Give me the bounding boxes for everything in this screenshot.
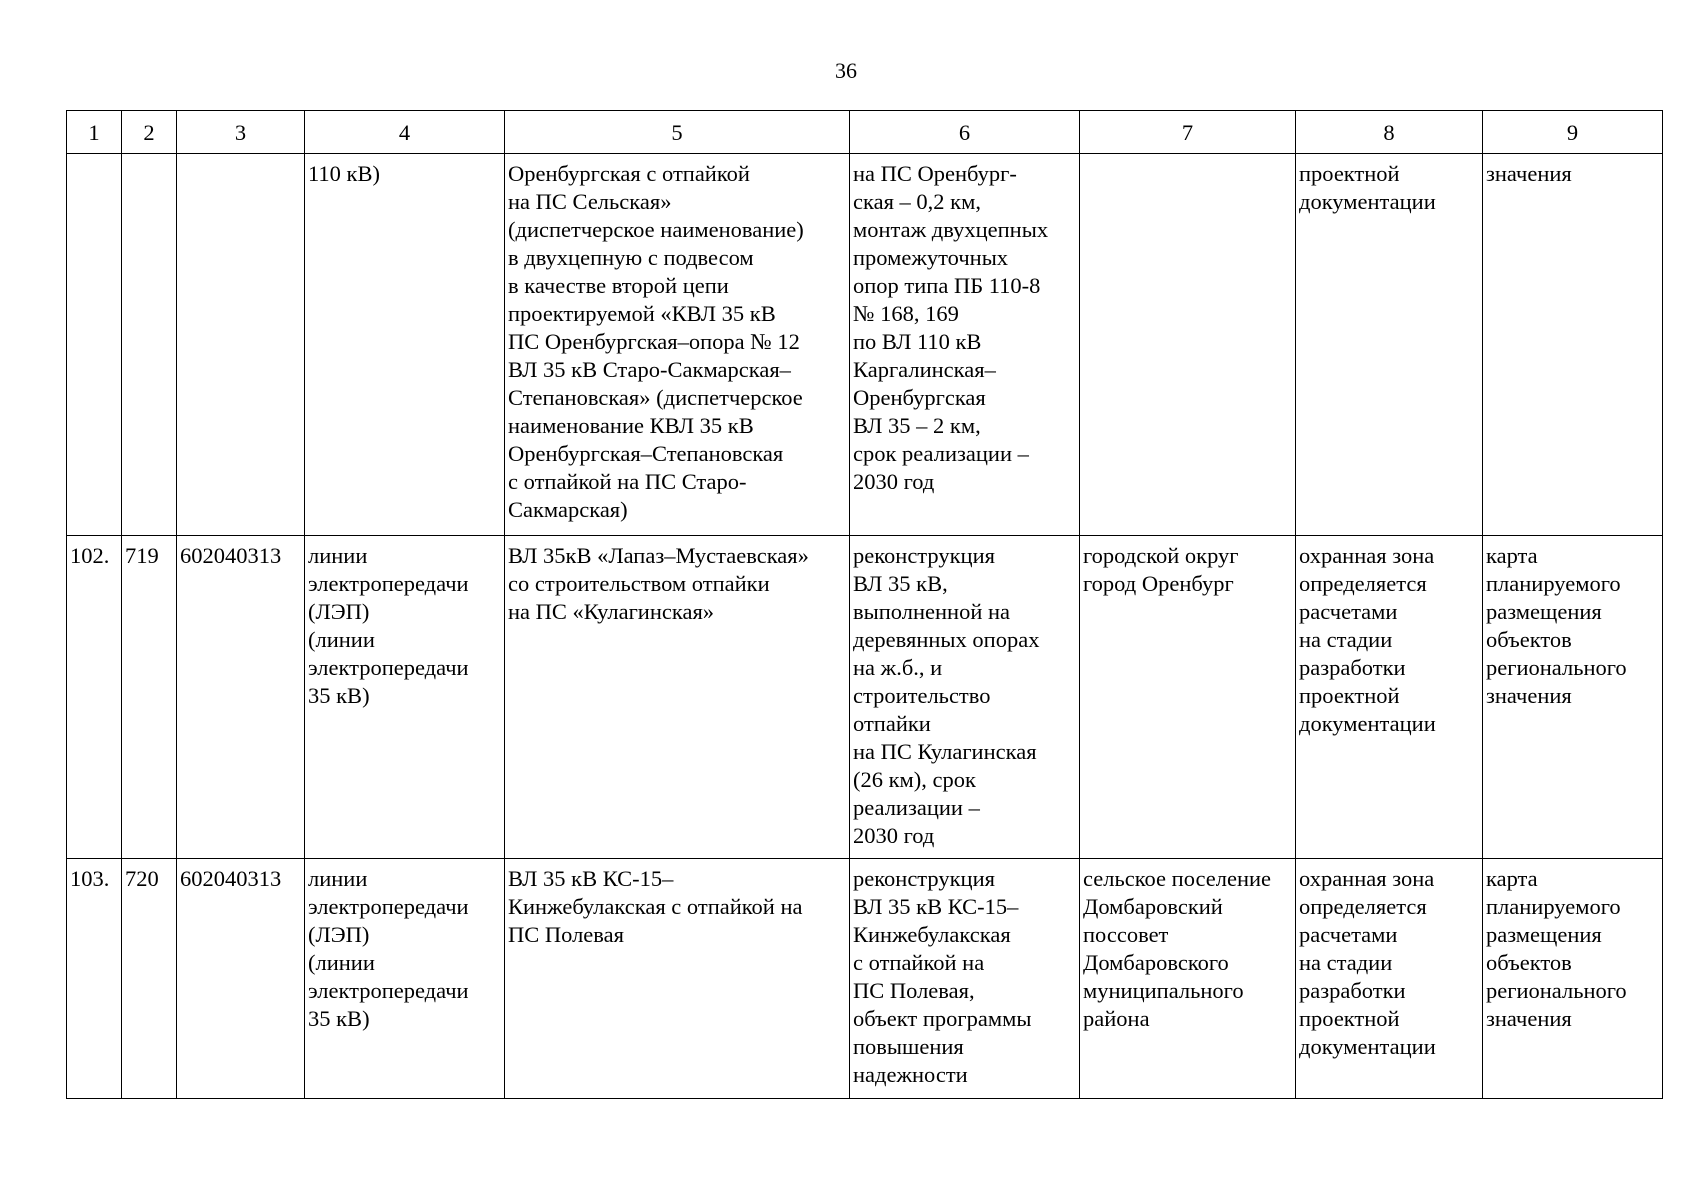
location-cell: сельское поселение Домбаровский поссовет Домбаровского муниципального района [1080, 859, 1296, 1099]
characteristics-cell: реконструкция ВЛ 35 кВ КС-15– Кинжебулакская с отпайкой на ПС Полевая, объект программы повышения надежности [850, 859, 1080, 1099]
location-cell [1080, 154, 1296, 536]
row-number-cell: 102. [67, 536, 122, 859]
code-cell: 719 [122, 536, 177, 859]
characteristics-cell: на ПС Оренбург- ская – 0,2 км, монтаж двухцепных промежуточных опор типа ПБ 110-8 № 168, 169 по ВЛ 110 кВ Каргалинская– Оренбургская ВЛ 35 – 2 км, срок реализации – 2030 год [850, 154, 1080, 536]
table-row [67, 859, 1663, 1099]
column-header-5: 5 [505, 111, 850, 154]
column-header-9: 9 [1483, 111, 1663, 154]
code-cell: 720 [122, 859, 177, 1099]
column-number-row [67, 111, 1663, 154]
column-header-4: 4 [305, 111, 505, 154]
object-name-cell: ВЛ 35кВ «Лапаз–Мустаевская» со строительством отпайки на ПС «Кулагинская» [505, 536, 850, 859]
column-header-8: 8 [1296, 111, 1483, 154]
map-reference-cell: значения [1483, 154, 1663, 536]
object-type-cell: линии электропередачи (ЛЭП) (линии электропередачи 35 кВ) [305, 536, 505, 859]
column-header-1: 1 [67, 111, 122, 154]
map-reference-cell: карта планируемого размещения объектов регионального значения [1483, 859, 1663, 1099]
object-type-cell: 110 кВ) [305, 154, 505, 536]
column-header-7: 7 [1080, 111, 1296, 154]
object-name-cell: ВЛ 35 кВ КС-15– Кинжебулакская с отпайкой на ПС Полевая [505, 859, 850, 1099]
location-cell: городской округ город Оренбург [1080, 536, 1296, 859]
protection-zone-cell: охранная зона определяется расчетами на стадии разработки проектной документации [1296, 536, 1483, 859]
column-header-2: 2 [122, 111, 177, 154]
table-header [67, 111, 1663, 154]
table-row [67, 154, 1663, 536]
object-name-cell: Оренбургская с отпайкой на ПС Сельская» (диспетчерское наименование) в двухцепную с подвесом в качестве второй цепи проектируемой «КВЛ 35 кВ ПС Оренбургская–опора № 12 ВЛ 35 кВ Старо-Сакмарская– Степановская» (диспетчерское наименование КВЛ 35 кВ Оренбургская–Степановская с отпайкой на ПС Старо- Сакмарская) [505, 154, 850, 536]
map-reference-cell: карта планируемого размещения объектов регионального значения [1483, 536, 1663, 859]
classifier-cell: 602040313 [177, 536, 305, 859]
characteristics-cell: реконструкция ВЛ 35 кВ, выполненной на деревянных опорах на ж.б., и строительство отпайки на ПС Кулагинская (26 км), срок реализации – 2030 год [850, 536, 1080, 859]
table-body [67, 154, 1663, 1099]
classifier-cell: 602040313 [177, 859, 305, 1099]
page-number: 36 [835, 58, 857, 83]
classifier-cell [177, 154, 305, 536]
column-header-3: 3 [177, 111, 305, 154]
object-type-cell: линии электропередачи (ЛЭП) (линии электропередачи 35 кВ) [305, 859, 505, 1099]
registry-table [66, 110, 1663, 1099]
row-number-cell: 103. [67, 859, 122, 1099]
protection-zone-cell: охранная зона определяется расчетами на стадии разработки проектной документации [1296, 859, 1483, 1099]
code-cell [122, 154, 177, 536]
row-number-cell [67, 154, 122, 536]
column-header-6: 6 [850, 111, 1080, 154]
table-row [67, 536, 1663, 859]
protection-zone-cell: проектной документации [1296, 154, 1483, 536]
